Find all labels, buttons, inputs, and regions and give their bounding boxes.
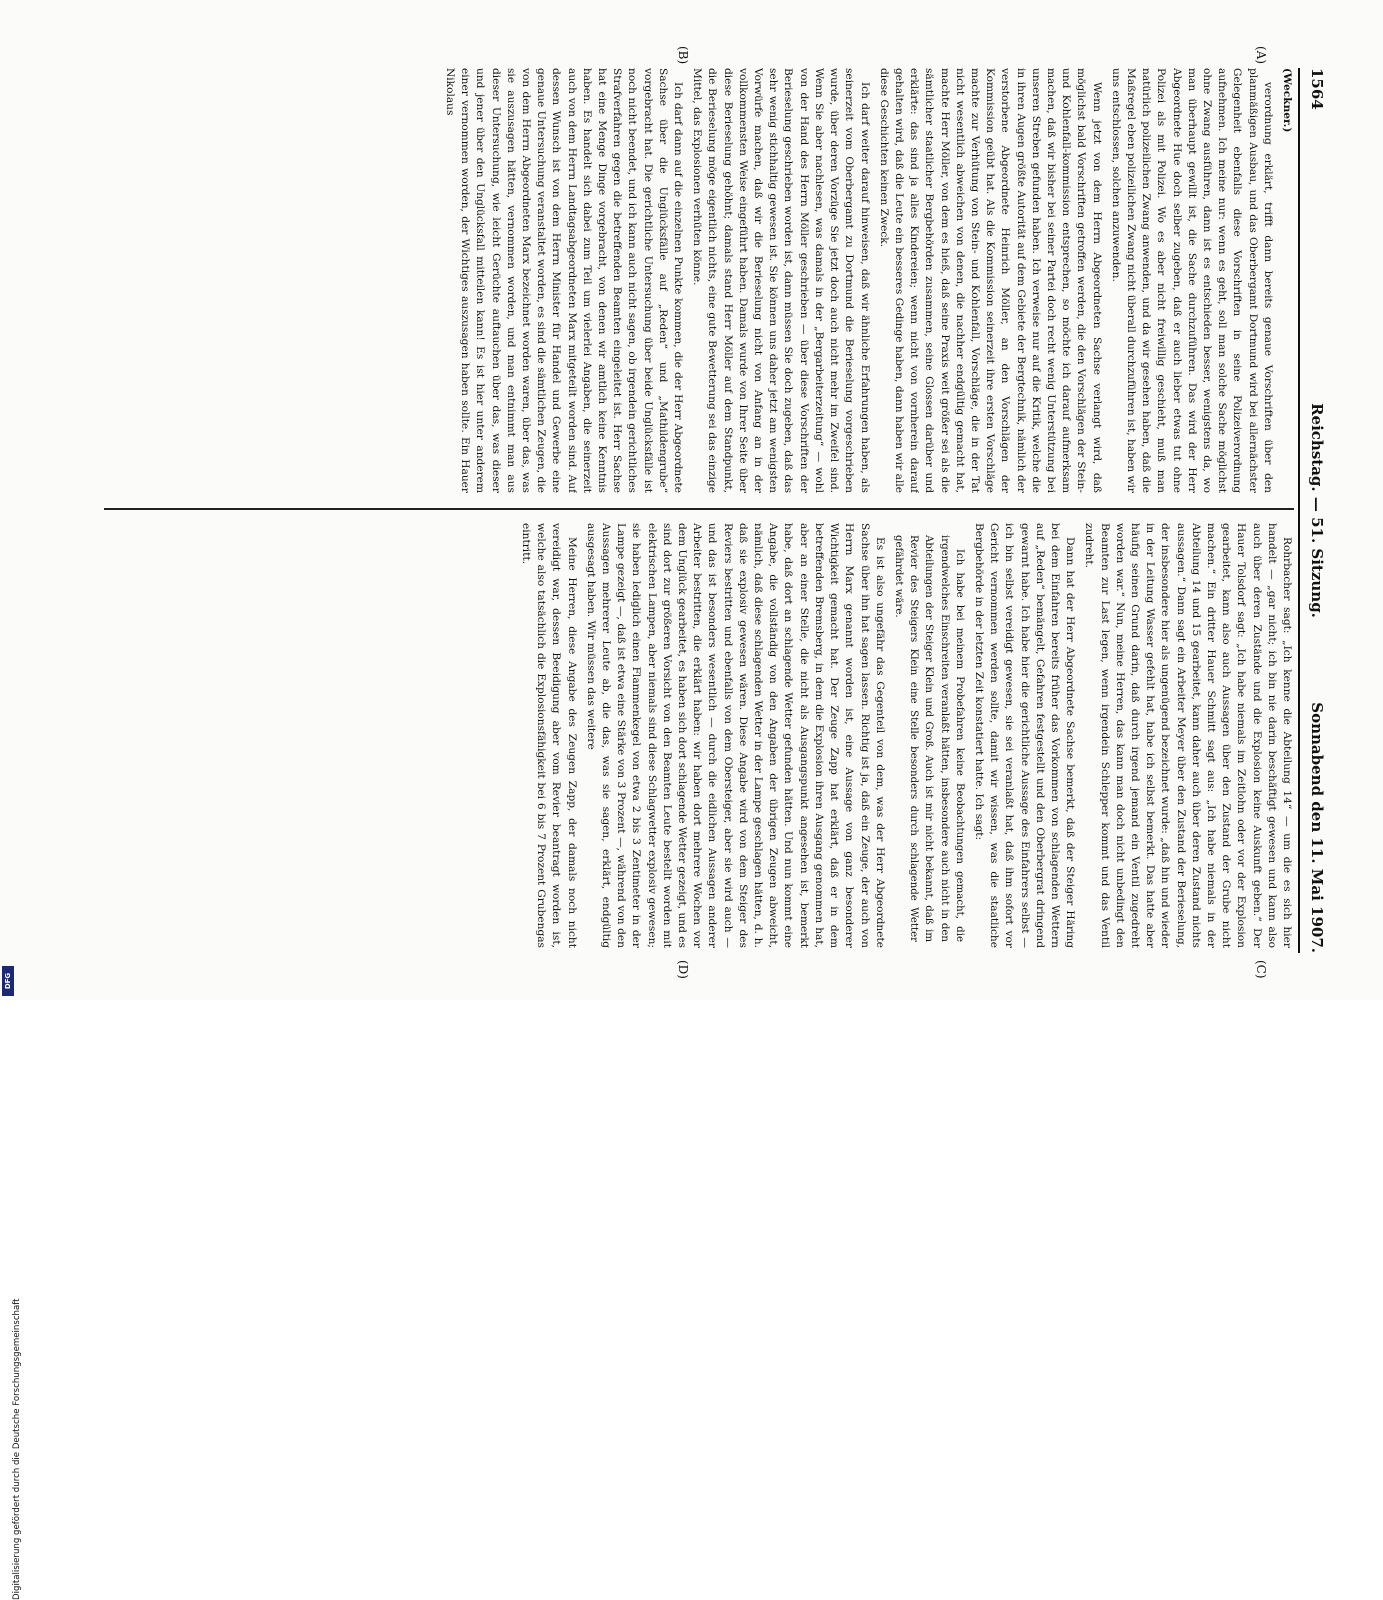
digitization-credit-text: Digitalisierung gefördert durch die Deutsche Forschungsgemeinschaft (12, 1298, 22, 1600)
header-rule (1298, 68, 1300, 953)
paragraph: Ich darf dann auf die einzelnen Punkte kommen, die der Herr Abgeordnete Sachse über die Unglücksfälle auf „Reden“ und „Mathildengrube“ vorgebracht hat. Die gerichtliche Untersuchung über beide Unglücksfälle ist noch nicht beendet, und ich kann auch nicht sagen, ob irgendein gerichtliches Strafverfahren gegen die betreffenden Beamten eingeleitet ist. Herr Sachse hat eine Menge Dinge vorgebracht, von denen wir amtlich keine Kenntnis haben. Es handelt sich dabei zum Teil um vielerlei Angaben, die seinerzeit auch von dem Herrn Landtagsabgeordneten Marx mitgeteilt worden sind. Auf dessen Wunsch ist von dem Herrn Minister für Handel und Gewerbe eine genaue Untersuchung veranstaltet worden, es sind die sämtlichen Zeugen, die von dem Herrn Abgeordneten Marx bezeichnet worden waren, über das, was sie auszusagen hätten, vernommen worden, und man entnimmt man aus dieser Untersuchung, wie leicht Gerüchte auftauchen über das, was dieser und jener über den Unglücksfall mitteilen kann! Es ist hier unter anderem einer vernommen worden, der Wichtiges auszusagen haben sollte. Ein Hauer Nikolaus (444, 68, 685, 493)
paragraph: Dann hat der Herr Abgeordnete Sachse bemerkt, daß der Steiger Häring bei dem Einfahren bereits früher das Vorkommen von schlagenden Wettern auf „Reden“ bemängelt, Gefahren festgestellt und den Oberbergrat dringend gewarnt habe. Ich habe hier die gerichtliche Aussage des Einfahrers selbst — ich bin selbst vereidigt gewesen, sie sei veranlaßt hat, daß ihm sofort vor Gericht vernommen werden sollte, damit wir wissen, was die staatliche Bergbehörde in der letzten Zeit konstatiert hatte. Ich sagt: (972, 523, 1077, 948)
quoted-testimony: Ich habe bei meinem Probefahren keine Beobachtungen gemacht, die irgendwelches Einschreiten veranlaßt hätten, insbesondere auch nicht in den Abteilungen der Steiger Klein und Groß. Auch ist mir nicht bekannt, daß im Revier des Steigers Klein eine Stelle besonders durch schlagende Wetter gefährdet wäre. (892, 535, 965, 942)
page-header (1300, 68, 1330, 953)
margin-marker-b: (B) (676, 46, 690, 65)
margin-marker-a: (A) (1254, 46, 1268, 65)
margin-marker-c: (C) (1254, 960, 1268, 979)
rotated-newspaper-page (90, 46, 1330, 979)
paragraph: Wenn jetzt von dem Herrn Abgeordneten Sachse verlangt wird, daß möglichst bald Vorschriften getroffen werden, die den Vorschlägen der Stein- und Kohlenfall-kommission entsprechen, so möchte ich darauf aufmerksam machen, daß wir bisher bei seiner Partei doch recht wenig Unterstützung bei unseren Streben gefunden haben. Ich verweise nur auf die Kritik, welche die in ihren Augen größte Autorität auf dem Gebiete der Bergtechnik, nämlich der verstorbene Abgeordnete Heinrich Möller, an den Vorschlägen der Kommission geübt hat. Als die Kommission seinerzeit ihre ersten Vorschläge machte zur Verhütung von Stein- und Kohlenfall, Vorschläge, die in der Tat nicht wesentlich abweichen von denen, die nachher endgültig gemacht hat, machte Herr Möller, von dem es hieß, daß seine Praxis weit größer sei als die sämtlicher staatlicher Bergbehörden zusammen, seine Glossen darüber und erklärte: das sind ja alles Kindereien; wenn nicht von vornherein darauf gehalten wird, daß die Leute ein besseres Gedinge haben, dann haben wir alle diese Geschichten keinen Zweck. (877, 68, 1103, 493)
session-date: Sonnabend den 11. Mai 1907. (1308, 702, 1326, 953)
paragraph: Rohrbacher sagt: „Ich kenne die Abteilung 14“ — um die es sich hier handelt — „gar nicht; ich bin nie darin beschäftigt gewesen und kann also auch über deren Zustände und die Explosion keine Auskunft geben.“ Der Hauer Tolsdorf sagt: „Ich habe niemals im Zeitlohn oder vor der Explosion gearbeitet, kann also auch Aussagen über den Zustand der Grube nicht machen.“ Ein dritter Hauer Schmitt sagt aus: „Ich habe niemals in der Abteilung 14 und 15 gearbeitet, kann daher auch über deren Zustand nichts aussagen.“ Dann sagt ein Arbeiter Meyer über den Zustand der Berieselung, der insbesondere hier als ungenügend bezeichnet wurde: „daß hin und wieder in der Leitung Wasser gefehlt hat, habe ich selbst bemerkt. Das hatte aber häufig seinen Grund darin, daß durch irgend jemand ein Ventil zugedreht worden war.“ Nun, meine Herren, das kann man doch nicht unbedingt den Beamten zur Last legen, wenn irgendein Schlepper kommt und das Ventil zudreht. (1083, 523, 1293, 948)
paragraph: Meine Herren, diese Angabe des Zeugen Zapp, der damals noch nicht vereidigt war, dessen Beeidigung aber vom Revier beantragt worden ist, welche also tatsächlich die Explosionsfähigkeit bei 6 bis 7 Prozent Grubengas eintritt. (520, 523, 578, 948)
paragraph: Es ist also ungefähr das Gegenteil von dem, was der Herr Abgeordnete Sachse über ihn hat sagen lassen. Richtig ist ja, daß ein Zeuge, der auch von Herrn Marx genannt worden ist, eine Aussage von ganz besonderer Wichtigkeit gemacht hat. Der Zeuge Zapp hat erklärt, daß er in dem betreffenden Bremsberg, in dem die Explosion ihren Ausgang genommen hat, aber an einer Stelle, die nicht als Ausgangspunkt angesehen ist, bemerkt habe, daß dort an schlagende Wetter gefunden hätten. Und nun kommt eine Angabe, die vollständig von den Angaben der übrigen Zeugen abweicht, nämlich, daß diese schlagenden Wetter in der Lampe geschlagen hätten, d. h. daß sie explosiv gewesen wären. Diese Angabe wird von dem Steiger des Reviers bestritten und ebenfalls von dem Obersteiger, aber sie wird auch — und das ist besonders wesentlich — durch die eidlichen Aussagen anderer Arbeiter bestritten, die erklärt haben: wir haben dort mehrere Wochen vor dem Unglück gearbeitet, es haben sich dort schlagende Wetter gezeigt, und es sind dort zur größeren Vorsicht von den Beamten Leute bestellt worden mit elektrischen Lampen, aber niemals sind diese Schlagwetter explosiv gewesen; sie haben lediglich einen Flammenkegel von etwa 2 bis 3 Zentimeter in der Lampe gezeigt —, daß ist etwa eine Stärke von 3 Prozent —, während von den Aussagen mehrerer Leute ab, die das, was sie sagen, erklärt, endgültig ausgesagt haben. Wir müssen das weitere (584, 523, 886, 948)
margin-marker-d: (D) (676, 960, 690, 979)
session-title: Reichstag. — 51. Sitzung. (1308, 403, 1326, 618)
dfg-logo-label: DFG (4, 972, 12, 990)
right-text-column (104, 523, 1294, 948)
speaker-name: (Weckner.) (1281, 68, 1293, 133)
digitization-credit (0, 600, 22, 1600)
column-divider (104, 508, 1294, 510)
paragraph: Ich darf weiter darauf hinweisen, daß wir ähnliche Erfahrungen haben, als seinerzeit vom Oberbergamt zu Dortmund die Berieselung vorgeschrieben wurde, über deren Vorzüge Sie jetzt doch auch nicht mehr im Zweifel sind. Wenn Sie aber nachlesen, was damals in der „Bergarbeiterzeitung“ — wohl von der Hand des Herrn Möller geschrieben — über diese Vorschriften der Berieselung geschrieben worden ist, dann müssen Sie doch zugeben, daß das sehr wenig stichhaltig gewesen ist. Sie können uns daher jetzt am wenigsten Vorwürfe machen, daß wir die Berieselung nicht von Anfang an in der vollkommensten Weise eingeführt haben. Damals wurde von Ihrer Seite über diese Berieselung gehöhnt; damals stand Herr Möller auf dem Standpunkt, die Berieselung möge eigentlich nichts, eine gute Bewetterung sei das einzige Mittel, das Explosionen verhüten könne. (691, 68, 871, 493)
page-number: 1564 (1308, 68, 1326, 110)
left-text-column (104, 68, 1294, 493)
dfg-logo (2, 966, 14, 996)
paragraph: verordnung erklärt, trifft dann bereits genaue Vorschriften über den planmäßigen Ausbau, und das Oberbergamt Dortmund wird bei allernächster Gelegenheit ebenfalls diese Vorschriften in seine Polizeiverordnung aufnehmen. Ich meine nur: wenn es geht, soll man solche Sache möglichst ohne Zwang ausführen, dann ist es entschieden besser, wenigstens da, wo man überhaupt gewillt ist, die Sache durchzuführen. Das wird der Herr Abgeordnete Hue doch selber zugeben, daß er auch lieber etwas tut ohne Polizei als mit Polizei. Wo es aber nicht freiwillig geschieht, muß man natürlich polizeilichen Zwang anwenden, und da wir gesehen haben, daß die Maßregel eben polizeilichen Zwang nicht überall durchzuführen ist, haben wir uns entschlossen, solchen anzuwenden. (1109, 68, 1274, 493)
